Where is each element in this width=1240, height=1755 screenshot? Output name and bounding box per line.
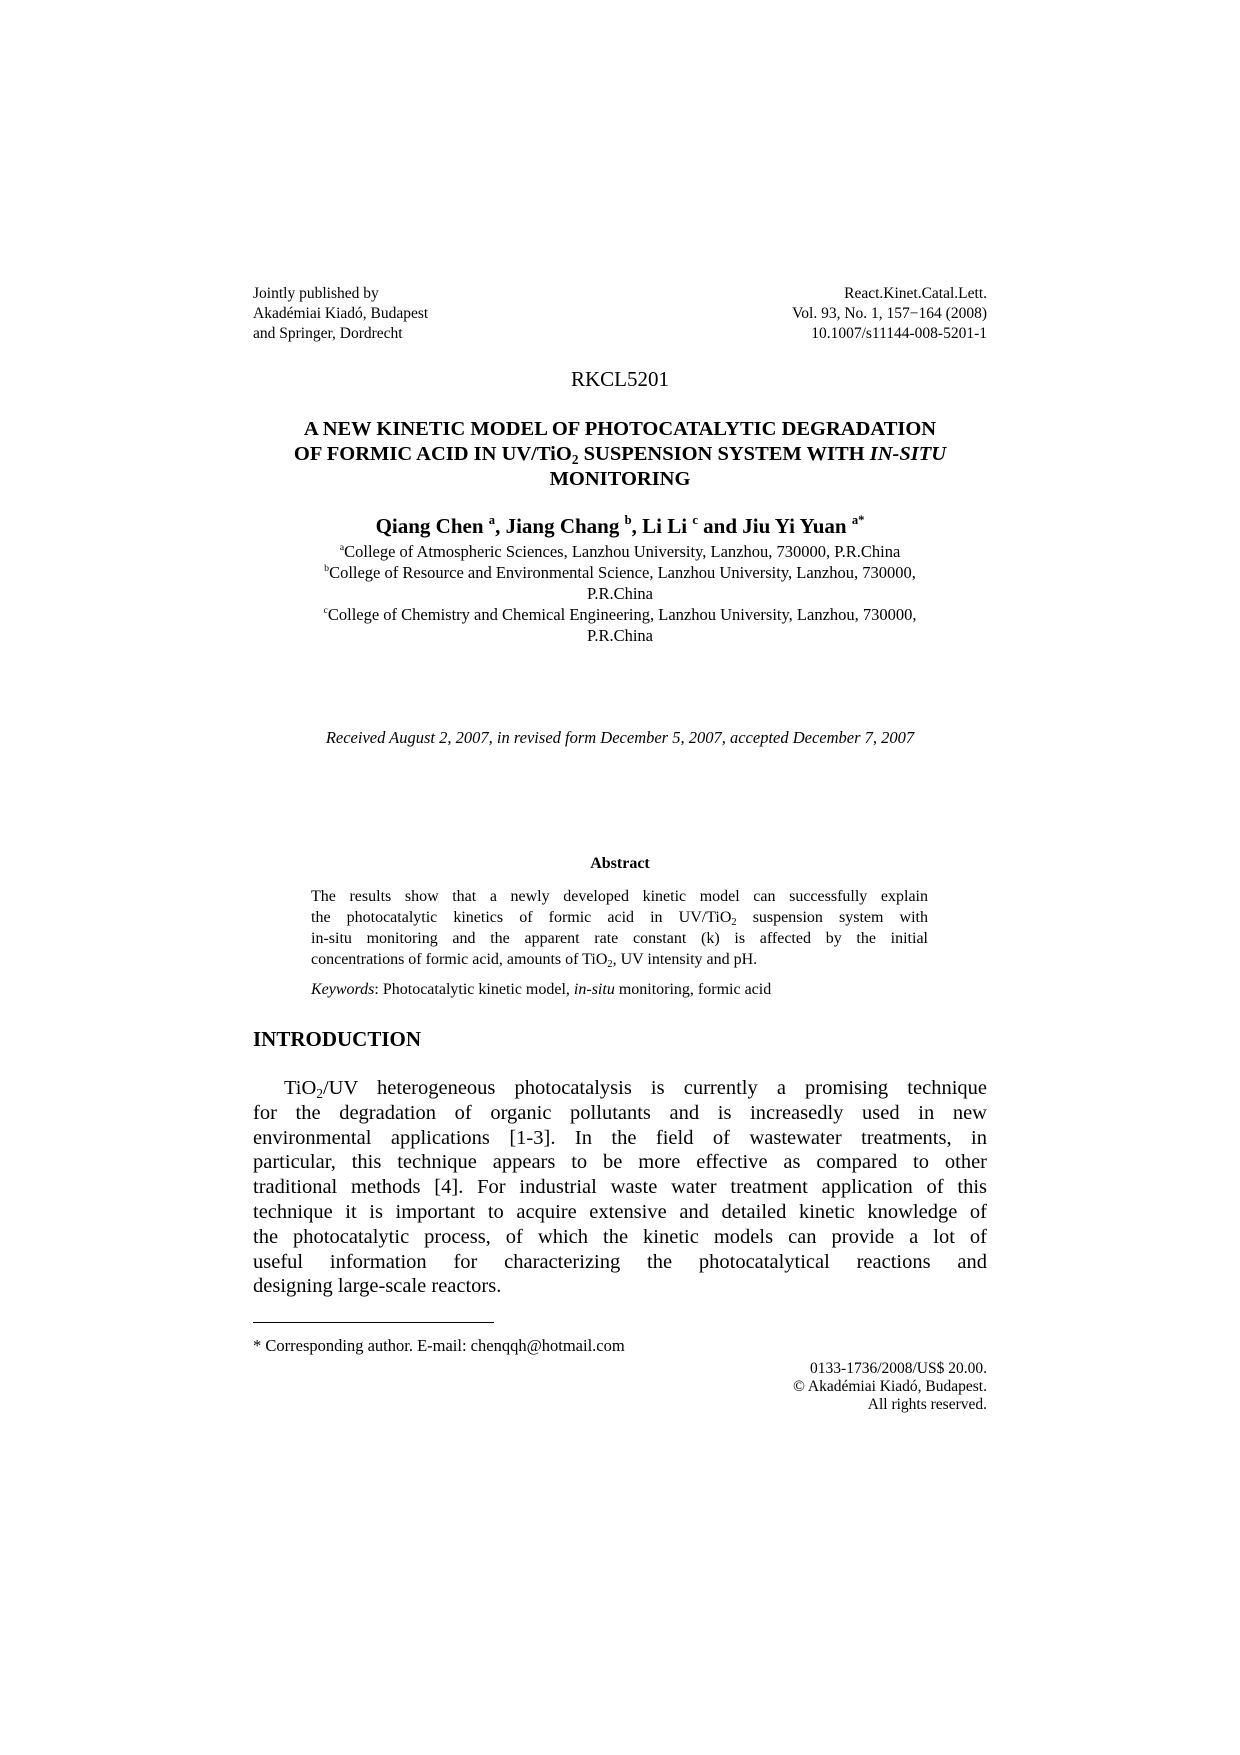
copyright-block (253, 1360, 987, 1414)
author-name: Qiang Chen (375, 514, 484, 538)
abstract-subscript: 2 (731, 917, 737, 929)
title-text: OF FORMIC ACID IN UV/TiO (293, 443, 572, 465)
affil-mark: b (324, 563, 330, 575)
journal-line: React.Kinet.Catal.Lett. (844, 285, 987, 302)
abstract-body (311, 886, 928, 970)
affiliations (253, 541, 987, 646)
author-affil-mark: a* (851, 513, 865, 528)
body-line: environmental applications [1-3]. In the field of wastewater treatments, in (253, 1126, 987, 1149)
body-line: designing large-scale reactors. (253, 1275, 502, 1298)
abstract-text: , UV intensity and pH. (612, 951, 758, 968)
author-separator: , (631, 514, 643, 538)
author-list (253, 514, 987, 539)
title-line (253, 442, 987, 467)
abstract-text: concentrations of formic acid, amounts of TiO (311, 951, 608, 968)
body-subscript: 2 (316, 1085, 323, 1101)
title-line: A NEW KINETIC MODEL OF PHOTOCATALYTIC DEGRADATION (303, 418, 937, 440)
affil-mark: a (339, 542, 345, 554)
publisher-info (253, 284, 428, 344)
journal-info (792, 284, 987, 344)
journal-doi: 10.1007/s11144-008-5201-1 (811, 325, 987, 342)
introduction-body (253, 1076, 987, 1299)
keywords-italic: in-situ (573, 981, 615, 998)
abstract-line: The results show that a newly developed kinetic model can successfully explain (311, 888, 928, 905)
title-line: MONITORING (549, 468, 691, 490)
author-affil-mark: a (488, 513, 496, 528)
article-code: RKCL5201 (570, 367, 669, 391)
copyright-line: 0133-1736/2008/US$ 20.00. (810, 1360, 987, 1377)
author-separator: and (697, 514, 743, 538)
title-italic: IN-SITU (869, 443, 947, 465)
affil-text-cont: P.R.China (586, 584, 654, 603)
body-line: traditional methods [4]. For industrial waste water treatment application of this (253, 1176, 987, 1199)
publisher-line: Jointly published by (253, 285, 379, 302)
keywords-label: Keywords (311, 981, 375, 998)
abstract-line (311, 949, 928, 970)
affil-mark: c (323, 605, 328, 617)
body-line: useful information for characterizing the photocatalytical reactions and (253, 1250, 987, 1273)
keywords (311, 981, 928, 999)
received-dates: Received August 2, 2007, in revised form December 5, 2007, accepted December 7, 2007 (325, 728, 915, 747)
abstract-line (311, 907, 928, 928)
journal-line: Vol. 93, No. 1, 157−164 (2008) (792, 305, 987, 322)
corresponding-author-footnote: * Corresponding author. E-mail: chenqqh@hotmail.com (253, 1336, 625, 1355)
abstract-text: suspension system with (736, 909, 928, 926)
introduction-heading: INTRODUCTION (253, 1027, 422, 1051)
copyright-line: All rights reserved. (867, 1396, 987, 1413)
abstract-subscript: 2 (607, 959, 613, 971)
author-affil-mark: c (692, 513, 698, 528)
body-line: technique it is important to acquire extensive and detailed kinetic knowledge of (253, 1200, 987, 1223)
abstract-text: the photocatalytic kinetics of formic acid in UV/TiO (311, 909, 732, 926)
copyright-line: © Akadémiai Kiadó, Budapest. (793, 1378, 987, 1395)
paper-title (253, 417, 987, 492)
keywords-text: monitoring, formic acid (614, 981, 772, 998)
affiliation-a (253, 541, 987, 562)
body-text: /UV heterogeneous photocatalysis is currently a promising technique (322, 1077, 987, 1099)
abstract-line: in-situ monitoring and the apparent rate constant (k) is affected by the initial (311, 930, 928, 947)
affil-text-cont: P.R.China (586, 626, 654, 645)
affiliation-b (253, 562, 987, 583)
body-line: for the degradation of organic pollutants and is increasedly used in new (253, 1101, 987, 1124)
author-name: Li Li (642, 514, 688, 538)
keywords-text: Photocatalytic kinetic model, (382, 981, 574, 998)
body-line: particular, this technique appears to be more effective as compared to other (253, 1151, 987, 1174)
keywords-colon: : (374, 981, 383, 998)
footnote-divider (253, 1322, 494, 1323)
affil-text: College of Resource and Environmental Science, Lanzhou University, Lanzhou, 730000, (329, 563, 916, 582)
author-name: Jiang Chang (505, 514, 620, 538)
affiliation-c (253, 604, 987, 625)
abstract-heading: Abstract (590, 855, 650, 872)
title-text: SUSPENSION SYSTEM WITH (578, 443, 870, 465)
publisher-line: Akadémiai Kiadó, Budapest (253, 305, 429, 322)
affil-text: College of Atmospheric Sciences, Lanzhou University, Lanzhou, 730000, P.R.China (344, 542, 901, 561)
author-separator: , (495, 514, 506, 538)
author-name: Jiu Yi Yuan (742, 514, 847, 538)
body-line: the photocatalytic process, of which the kinetic models can provide a lot of (253, 1225, 987, 1248)
affil-text: College of Chemistry and Chemical Engineering, Lanzhou University, Lanzhou, 730000, (327, 605, 917, 624)
author-affil-mark: b (624, 513, 632, 528)
body-text: TiO (284, 1077, 317, 1099)
body-line (253, 1076, 987, 1101)
publisher-line: and Springer, Dordrecht (253, 325, 403, 342)
title-subscript: 2 (571, 451, 579, 467)
